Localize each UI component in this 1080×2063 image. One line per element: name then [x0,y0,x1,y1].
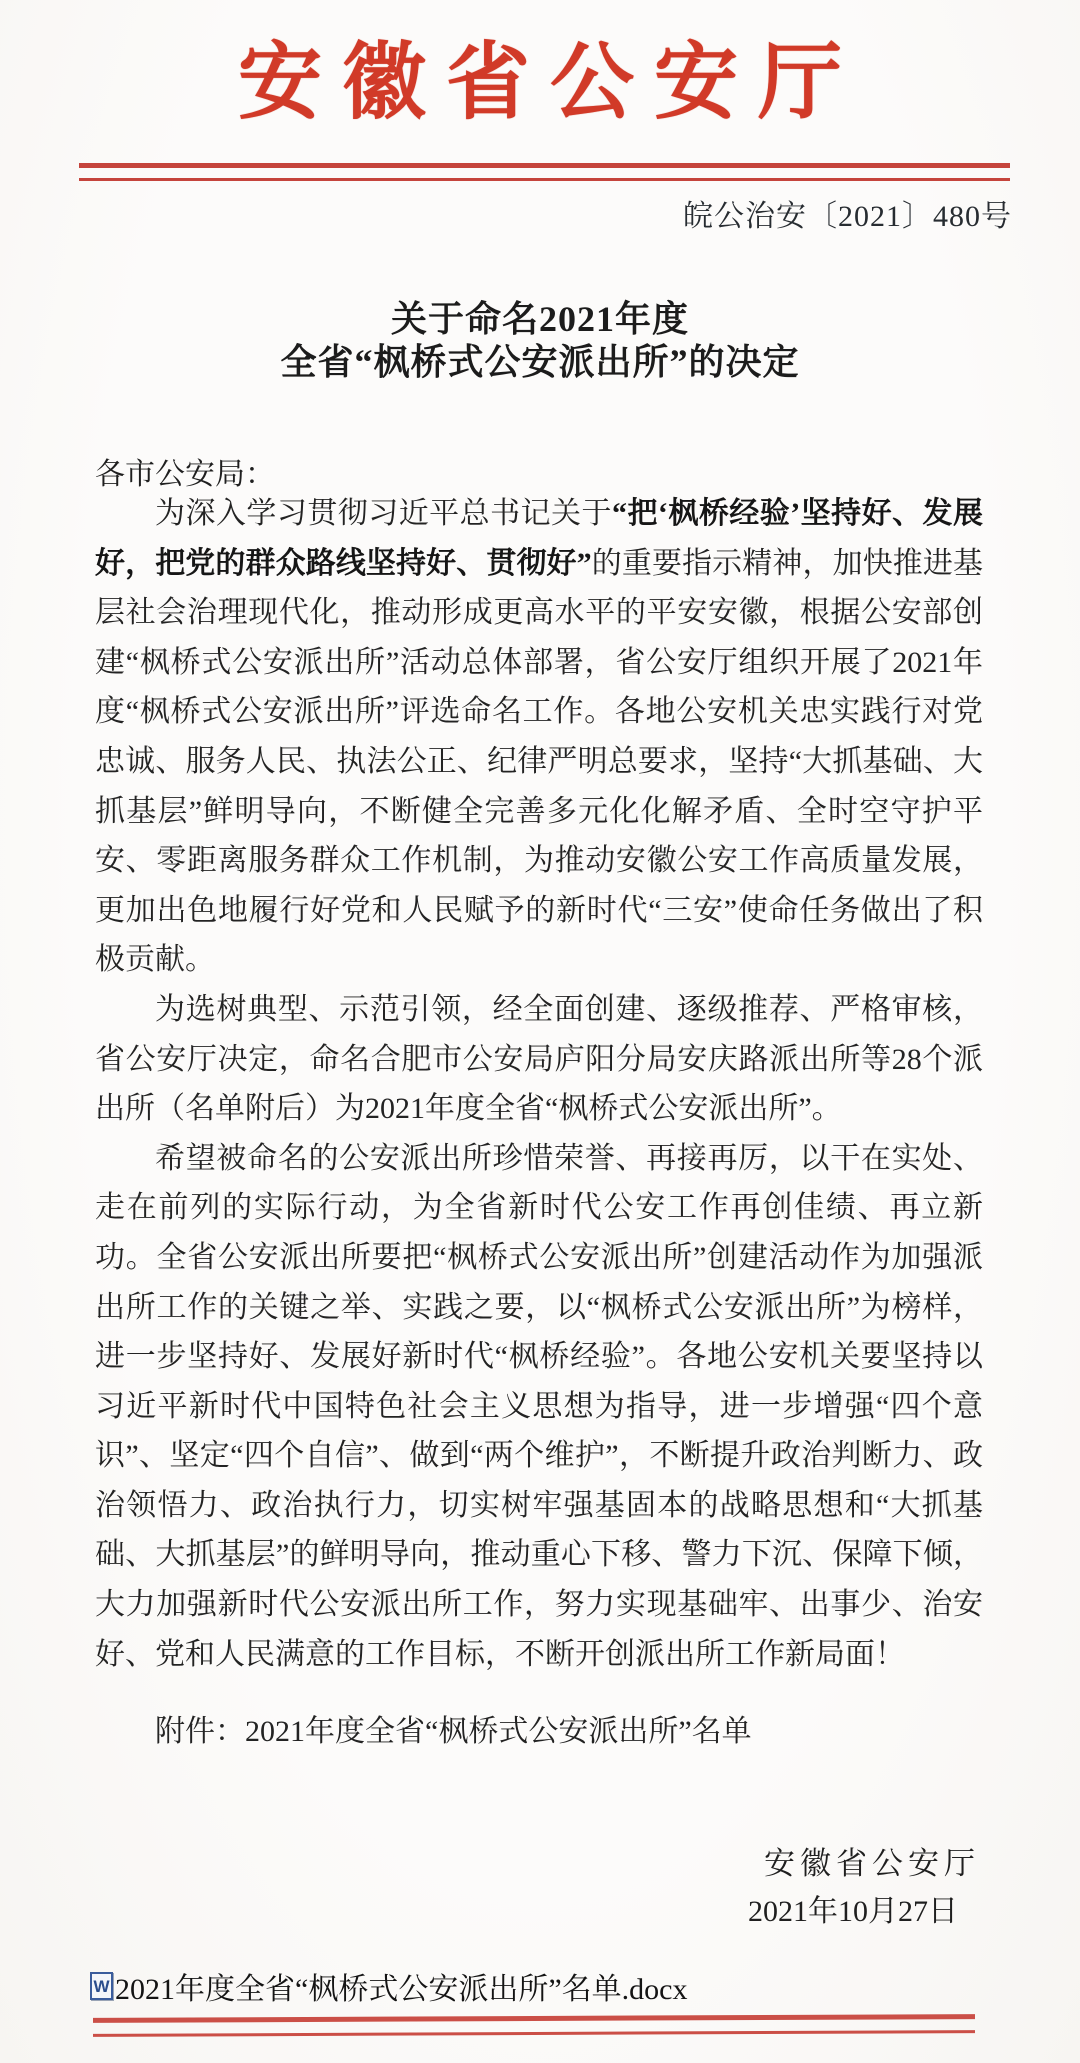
document-number: 皖公治安〔2021〕480号 [683,200,1012,233]
attachment-file-name: 2021年度全省“枫桥式公安派出所”名单.docx [115,1973,688,2006]
document-title-line2: 全省“枫桥式公安派出所”的决定 [280,342,800,382]
document-body [95,489,983,1679]
paragraph-1-lead: 为深入学习贯彻习近平总书记关于 [155,497,612,530]
word-document-icon: W [90,1972,113,2000]
paragraph-1-rest: 的重要指示精神，加快推进基层社会治理现代化，推动形成更高水平的平安安徽，根据公安部创建“枫桥式公安派出所”活动总体部署，省公安厅组织开展了2021年度“枫桥式公安派出所”评选命名工作。各地公安机关忠实践行对党忠诚、服务人民、执法公正、纪律严明总要求，坚持“大抓基础、大抓基层”鲜明导向，不断健全完善多元化化解矛盾、全时空守护平安、零距离服务群众工作机制，为推动安徽公安工作高质量发展，更加出色地履行好党和人民赋予的新时代“三安”使命任务做出了积极贡献。 [95,546,984,977]
document-title [0,298,1080,384]
attachment-note: 附件：2021年度全省“枫桥式公安派出所”名单 [155,1715,752,1748]
red-divider-top-thin [79,178,1010,181]
paragraph-3: 希望被命名的公安派出所珍惜荣誉、再接再厉，以干在实处、走在前列的实际行动，为全省新时代公安工作再创佳绩、再立新功。全省公安派出所要把“枫桥式公安派出所”创建活动作为加强派出所工作的关键之举、实践之要，以“枫桥式公安派出所”为榜样，进一步坚持好、发展好新时代“枫桥经验”。各地公安机关要坚持以习近平新时代中国特色社会主义思想为指导，进一步增强“四个意识”、坚定“四个自信”、做到“两个维护”，不断提升政治判断力、政治领悟力、政治执行力，切实树牢强基固本的战略思想和“大抓基础、大抓基层”的鲜明导向，推动重心下移、警力下沉、保障下倾，大力加强新时代公安派出所工作，努力实现基础牢、出事少、治安好、党和人民满意的工作目标，不断开创派出所工作新局面！ [95,1141,983,1671]
agency-name-header: 安徽省公安厅 [237,37,862,130]
paragraph-1-bold-quote: “把‘枫桥经验’坚持好、发展好，把党的群众路线坚持好、贯彻好” [95,497,984,580]
salutation: 各市公安局： [95,458,275,491]
paragraph-1 [95,489,983,985]
paragraph-2: 为选树典型、示范引领，经全面创建、逐级推荐、严格审核，省公安厅决定，命名合肥市公安局庐阳分局安庆路派出所等28个派出所（名单附后）为2021年度全省“枫桥式公安派出所”。 [95,992,983,1126]
signature-date: 2021年10月27日 [748,1895,958,1928]
red-divider-bottom-thin [93,2030,975,2037]
red-divider-top-thick [79,163,1010,168]
document-title-line1: 关于命名2021年度 [390,299,689,339]
issuer-signature: 安徽省公安厅 [764,1846,980,1881]
attachment-file-link[interactable] [90,1964,687,2008]
red-divider-bottom-thick [93,2014,975,2023]
